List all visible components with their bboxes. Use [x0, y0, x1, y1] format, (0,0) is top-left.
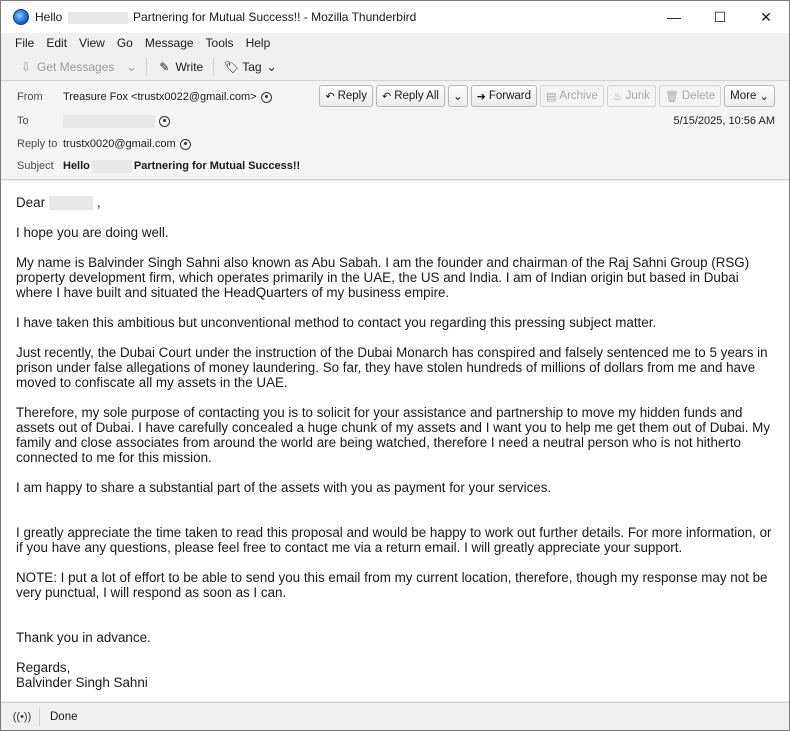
to-label: To [17, 115, 29, 127]
blank-line [16, 615, 778, 630]
paragraph: I hope you are doing well. [16, 225, 169, 241]
chevron-down-icon: ⌄ [266, 59, 277, 74]
greeting-end: , [97, 195, 101, 210]
status-separator [39, 708, 40, 726]
forward-label: Forward [488, 90, 531, 102]
menu-file[interactable]: File [15, 36, 35, 50]
forward-icon: ➜ [476, 90, 486, 103]
redacted-name [92, 160, 132, 173]
title-bar [1, 1, 789, 33]
paragraph: I am happy to share a substantial part of the assets with you as payment for your services. [16, 480, 552, 496]
pencil-icon: ✎ [159, 59, 170, 74]
menu-edit[interactable]: Edit [46, 36, 68, 50]
message-text [16, 195, 778, 690]
subject-suffix: Partnering for Mutual Success!! [133, 160, 301, 172]
archive-label: Archive [559, 90, 598, 102]
junk-button[interactable] [607, 85, 656, 107]
from-label: From [17, 91, 43, 103]
window-controls [651, 1, 789, 33]
status-text: Done [50, 710, 78, 723]
paragraph: My name is Balvinder Singh Sahni also known as Abu Sabah. I am the founder and chairman of the Raj Sahni Group (RSG) property development firm, which operates primarily in the UAE, the US and India. I am of Indian origin but based in Dubai where I have built and situated the HeadQuarters of my business empire. [16, 255, 750, 301]
signature: Balvinder Singh Sahni [16, 675, 148, 691]
window-title [35, 10, 416, 24]
menu-view[interactable]: View [79, 36, 105, 50]
to-row [1, 110, 789, 132]
download-icon: ⇩ [20, 59, 32, 74]
title-prefix: Hello [35, 10, 63, 24]
reply-to-value[interactable] [63, 138, 191, 150]
paragraph: NOTE: I put a lot of effort to be able to send you this email from my current location, therefore, though my response may not be very punctual, I will respond as soon as I can. [16, 570, 768, 601]
title-suffix: Partnering for Mutual Success!! - Mozilla Thunderbird [133, 10, 417, 24]
get-messages-label: Get Messages [37, 59, 115, 74]
contact-icon[interactable] [261, 92, 272, 103]
archive-button[interactable] [540, 85, 604, 107]
menu-go[interactable]: Go [116, 36, 133, 50]
get-messages-dropdown[interactable] [120, 56, 142, 78]
close-button[interactable]: ✕ [760, 8, 772, 25]
menu-tools[interactable]: Tools [205, 36, 234, 50]
chevron-down-icon: ⌄ [126, 59, 137, 74]
more-label: More [730, 90, 757, 102]
minimize-button[interactable]: — [667, 9, 681, 25]
message-date: 5/15/2025, 10:56 AM [673, 115, 775, 127]
archive-icon: ▤ [546, 90, 557, 103]
subject-value [63, 160, 300, 173]
write-button[interactable] [151, 56, 209, 78]
chevron-down-icon: ⌄ [452, 91, 463, 103]
paragraph: I have taken this ambitious but unconventional method to contact you regarding this pressing subject matter. [16, 315, 657, 331]
chevron-down-icon: ⌄ [759, 91, 769, 103]
delete-button[interactable] [659, 85, 721, 107]
header-actions [319, 85, 775, 107]
subject-prefix: Hello [63, 160, 90, 172]
more-button[interactable] [724, 85, 775, 107]
reply-to-row [1, 133, 789, 155]
greeting-line [16, 195, 778, 210]
junk-icon: ♨ [612, 90, 623, 103]
tag-icon: 🏷 [223, 59, 239, 74]
status-bar [1, 702, 789, 730]
get-messages-button[interactable] [13, 56, 120, 78]
menu-message[interactable]: Message [144, 36, 194, 50]
reply-to-label: Reply to [17, 138, 58, 150]
reply-to-address[interactable]: trustx0020@gmail.com [63, 138, 176, 150]
reply-icon: ↶ [325, 90, 335, 103]
tag-button[interactable] [218, 56, 282, 78]
main-toolbar [1, 53, 789, 81]
subject-row [1, 155, 789, 177]
reply-button[interactable] [319, 85, 373, 107]
write-label: Write [175, 59, 204, 74]
reply-all-icon: ↶ [381, 90, 392, 103]
contact-icon[interactable] [159, 116, 170, 127]
reply-label: Reply [337, 90, 367, 102]
reply-all-dropdown[interactable] [448, 85, 468, 107]
tag-label: Tag [242, 59, 262, 74]
thunderbird-app-icon [13, 9, 29, 25]
menu-help[interactable]: Help [245, 36, 271, 50]
contact-icon[interactable] [180, 139, 191, 150]
forward-button[interactable] [471, 85, 537, 107]
to-value[interactable] [63, 115, 170, 128]
from-value[interactable] [63, 91, 272, 103]
redacted-name [49, 196, 93, 210]
paragraph: Thank you in advance. [16, 630, 151, 646]
trash-icon: 🗑 [664, 90, 679, 103]
greeting: Dear [16, 195, 46, 210]
delete-label: Delete [681, 90, 716, 102]
subject-label: Subject [17, 160, 54, 172]
maximize-button[interactable]: ☐ [713, 8, 727, 25]
blank-line [16, 510, 778, 525]
paragraph: Just recently, the Dubai Court under the instruction of the Dubai Monarch has conspired and falsely sentenced me to 5 years in prison under false allegations of money laundering. So far, they have stolen hundreds of millions of dollars from me and have moved to confiscate all my assets in the UAE. [16, 345, 768, 391]
from-address[interactable]: Treasure Fox <trustx0022@gmail.com> [63, 91, 257, 103]
redacted-name [68, 12, 128, 24]
online-status-icon[interactable]: ((•)) [12, 710, 32, 723]
redacted-recipient [63, 115, 155, 128]
menu-bar [1, 33, 789, 53]
paragraph: Therefore, my sole purpose of contacting you is to solicit for your assistance and partnership to move my hidden funds and assets out of Dubai. I have carefully concealed a huge chunk of my assets and I want you to help me get them out of Dubai. My family and close associates from around the world are being watched, therefore I need a neutral person who is not hitherto connected to me for this mission. [16, 405, 771, 466]
paragraph: I greatly appreciate the time taken to read this proposal and would be happy to work out further details. For more information, or if you have any questions, please feel free to contact me via a return email. I will greatly appreciate your support. [16, 525, 772, 556]
message-header [1, 82, 789, 180]
toolbar-separator [213, 58, 214, 76]
message-body [1, 181, 789, 701]
reply-all-button[interactable] [376, 85, 445, 107]
reply-all-label: Reply All [394, 90, 439, 102]
junk-label: Junk [625, 90, 650, 102]
toolbar-separator [146, 58, 147, 76]
closing: Regards, [16, 660, 71, 676]
